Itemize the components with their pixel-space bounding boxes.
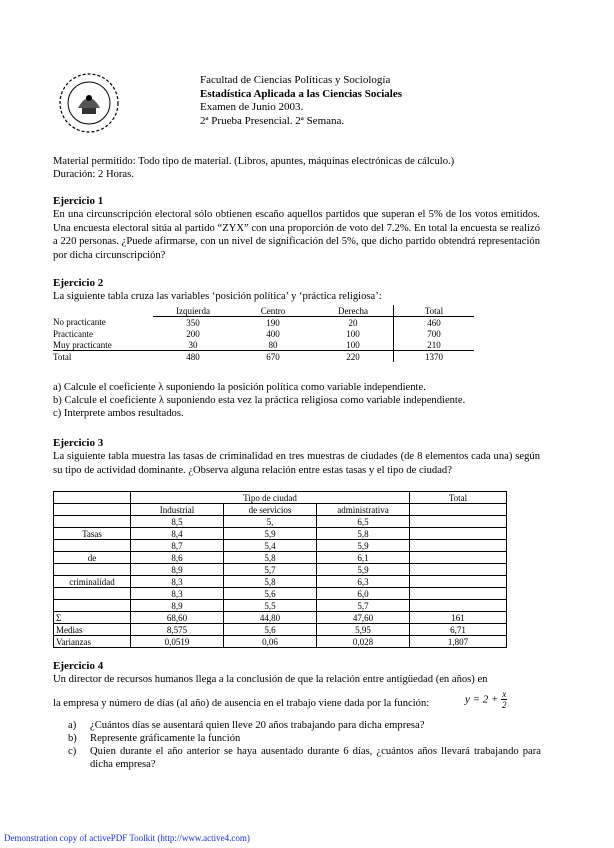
exam-date: Examen de Junio 2003. <box>200 101 304 113</box>
cell: 350 <box>186 317 200 328</box>
table-row: 8,3 5,6 6,0 <box>54 588 507 600</box>
ejercicio-2-question-c: c) Interprete ambos resultados. <box>53 408 184 419</box>
variance-label: Varianzas <box>54 636 131 648</box>
exam-header <box>200 74 402 128</box>
material-note: Material permitido: Todo tipo de material. (Libros, apuntes, máquinas electrónicas de cálculo.) <box>53 156 455 167</box>
table-row <box>53 351 474 363</box>
formula-numerator: x <box>502 689 507 699</box>
formula-fraction <box>501 689 507 710</box>
media-row: Medias 8,575 5,6 5,95 6,71 <box>54 624 507 636</box>
cell: 30 <box>153 339 233 351</box>
table-row <box>53 328 474 339</box>
cell: 100 <box>313 339 394 351</box>
ejercicio-4-items <box>68 719 541 771</box>
cell: 80 <box>233 339 313 351</box>
cell: 100 <box>313 328 394 339</box>
ejercicio-2-question-a: a) Calcule el coeficiente λ suponiendo la posición política como variable independiente. <box>53 382 426 393</box>
row-label: Practicante <box>53 328 93 339</box>
ejercicio-4-text2: la empresa y número de días (al año) de ausencia en el trabajo viene dada por la función: <box>53 698 430 709</box>
col-header: administrativa <box>317 504 410 516</box>
col-header: Derecha <box>313 305 394 317</box>
media-label: Medias <box>54 624 131 636</box>
table-row: 8,9 5,5 5,7 <box>54 600 507 612</box>
ejercicio-1-text: En una circunscripción electoral sólo obtienen escaño aquellos partidos que superan el 5% de los votos emitidos. Una encuesta electoral sitúa al partido “ZYX” con una proporción de voto del 7.2%. En total la encuesta se realizó a 220 personas. ¿Puede afirmarse, con un nivel de significación del 5%, que dicho partido obtendrá representación por dicha circunscripción? <box>53 209 540 261</box>
religion-politics-table <box>53 305 474 362</box>
cell: 190 <box>266 317 280 328</box>
row-label: Total <box>53 351 72 362</box>
cell: 220 <box>313 351 394 363</box>
table-header-row <box>54 504 507 516</box>
sum-label: Σ <box>54 612 131 624</box>
ejercicio-4-text: Un director de recursos humanos llega a la conclusión de que la relación entre antigüedad (en años) en <box>53 674 488 685</box>
tipo-header: Tipo de ciudad <box>131 492 410 504</box>
cell: 460 <box>427 317 441 328</box>
exam-session: 2ª Prueba Presencial. 2ª Semana. <box>200 114 345 127</box>
col-header: de servicios <box>224 504 317 516</box>
table-row: 8,5 5, 6,5 <box>54 516 507 528</box>
cell: 670 <box>266 351 280 362</box>
cell: 400 <box>266 328 280 339</box>
ejercicio-4-title: Ejercicio 4 <box>53 660 104 672</box>
cell: 1370 <box>425 351 443 362</box>
ejercicio-2-question-b: b) Calcule el coeficiente λ suponiendo esta vez la práctica religiosa como variable independiente. <box>53 395 466 406</box>
col-header: Izquierda <box>153 305 233 317</box>
col-header: Centro <box>233 305 313 317</box>
total-header: Total <box>410 492 507 504</box>
table-header-row <box>53 305 474 317</box>
criminality-table <box>53 491 507 648</box>
table-row <box>53 317 474 329</box>
cell: 200 <box>186 328 200 339</box>
variance-row: Varianzas 0,0519 0,06 0,028 1,807 <box>54 636 507 648</box>
ejercicio-1-title: Ejercicio 1 <box>53 195 104 207</box>
list-item: a) ¿Cuántos días se ausentará quien lleve 20 años trabajando para dicha empresa? <box>68 720 425 731</box>
ejercicio-3-text: La siguiente tabla muestra las tasas de criminalidad en tres muestras de ciudades (de 8 elementos cada una) según su tipo de actividad dominante. ¿Observa alguna relación entre estas tasas y el tipo de ciudad? <box>53 451 540 476</box>
university-seal <box>58 72 120 134</box>
sum-row: Σ 68,60 44,80 47,60 161 <box>54 612 507 624</box>
duration-note: Duración: 2 Horas. <box>53 169 134 180</box>
table-row <box>53 339 474 351</box>
row-label: No practicante <box>53 317 106 328</box>
cell: 210 <box>394 339 475 351</box>
table-row: 8,7 5,4 5,9 <box>54 540 507 552</box>
watermark-footer[interactable]: Demonstration copy of activePDF Toolkit (http://www.active4.com) <box>4 833 250 843</box>
table-row: Tasas 8,4 5,9 5,8 <box>54 528 507 540</box>
formula-denominator: 2 <box>501 700 507 710</box>
table-header-row <box>54 492 507 504</box>
table-row: criminalidad 8,3 5,8 6,3 <box>54 576 507 588</box>
list-item: c) Quien durante el año anterior se haya ausentado durante 6 días, ¿cuántos años llevará trabajando para dicha empresa? <box>68 746 541 770</box>
cell: 480 <box>186 351 200 362</box>
function-formula <box>465 689 507 710</box>
faculty-name: Facultad de Ciencias Políticas y Sociología <box>200 74 391 86</box>
list-item: b) Represente gráficamente la función <box>68 733 241 744</box>
table-row: de 8,6 5,8 6,1 <box>54 552 507 564</box>
col-header: Total <box>394 305 475 317</box>
table-row: 8,9 5,7 5,9 <box>54 564 507 576</box>
ejercicio-2-intro: La siguiente tabla cruza las variables ‘posición política’ y ‘práctica religiosa’: <box>53 291 382 302</box>
row-label: Muy practicante <box>53 339 153 351</box>
formula-lhs: y = 2 + <box>465 693 499 706</box>
ejercicio-3-title: Ejercicio 3 <box>53 437 104 449</box>
cell: 700 <box>427 328 441 339</box>
col-header: Industrial <box>131 504 224 516</box>
cell: 20 <box>313 317 394 329</box>
course-name: Estadística Aplicada a las Ciencias Sociales <box>200 87 402 100</box>
ejercicio-2-title: Ejercicio 2 <box>53 277 104 289</box>
